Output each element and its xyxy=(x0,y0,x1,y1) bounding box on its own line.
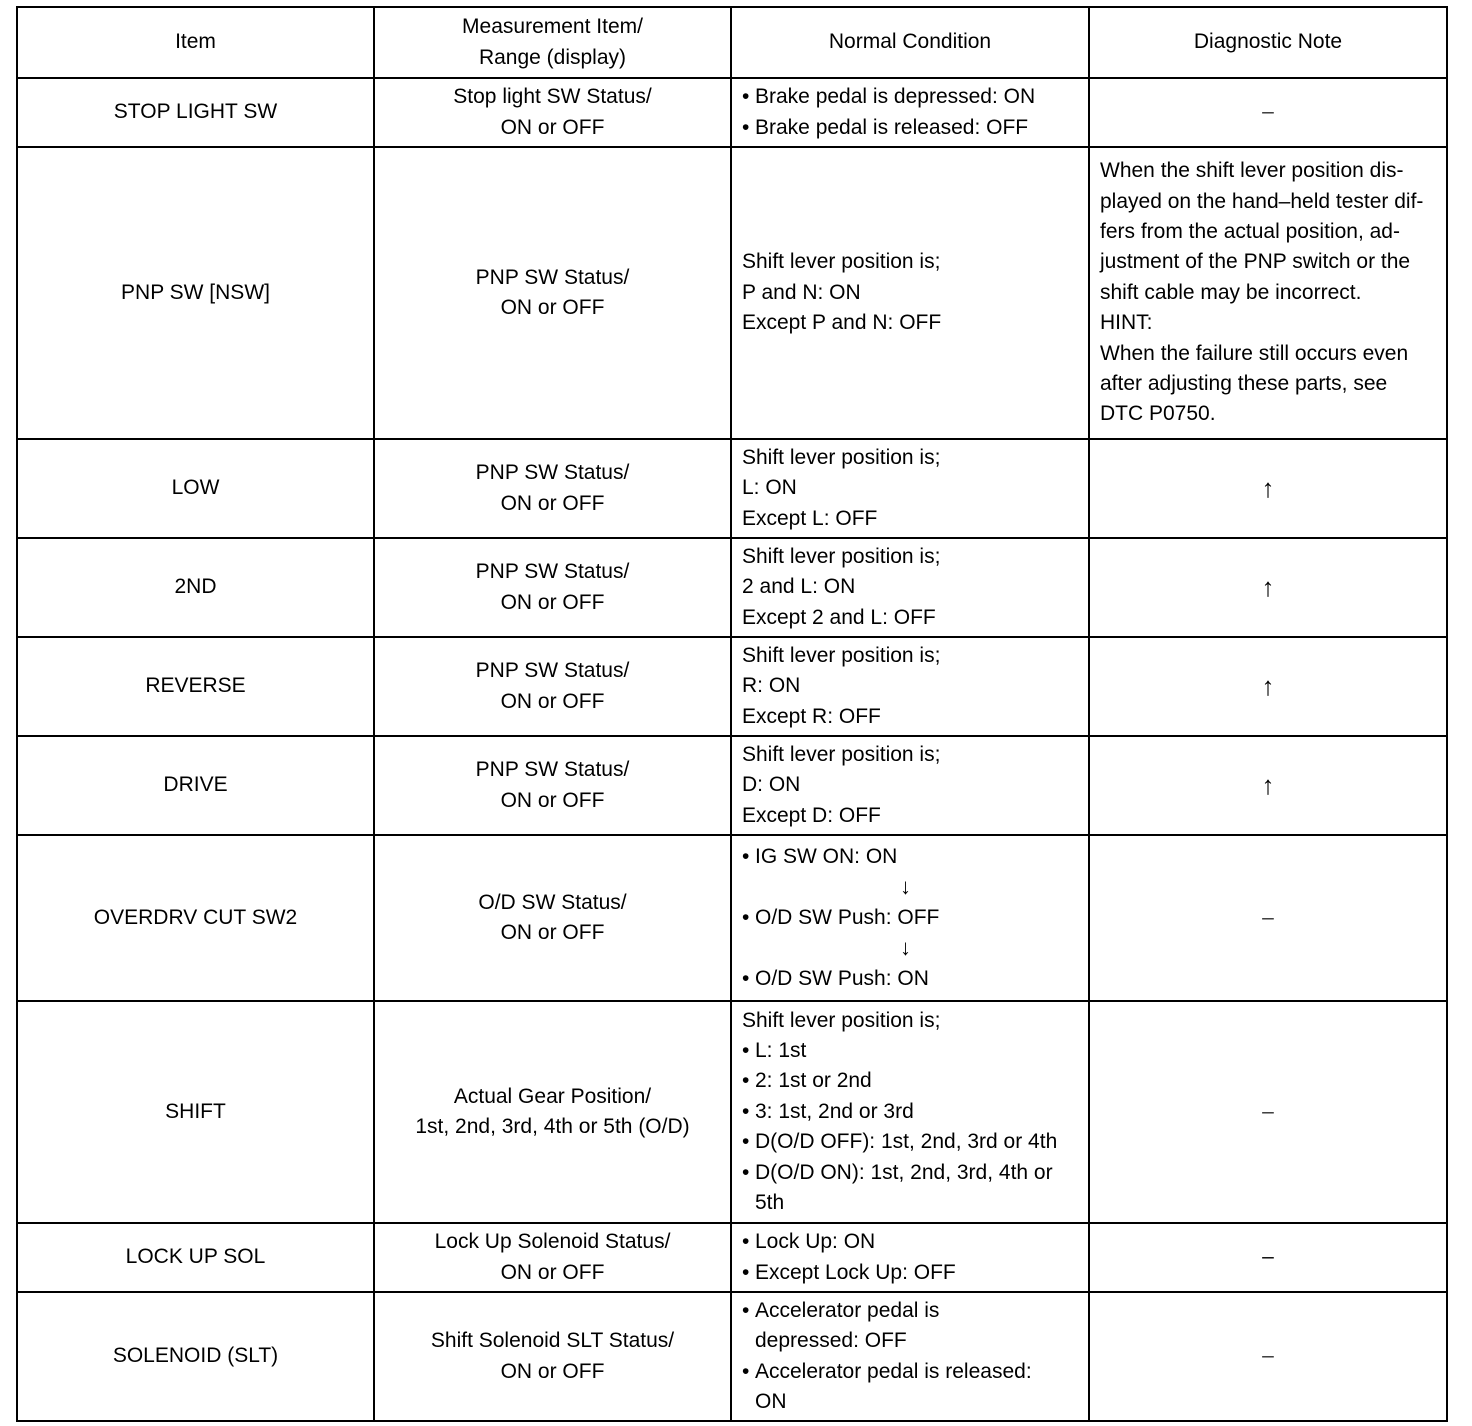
normal-condition-cell xyxy=(731,637,1089,736)
diagnostic-note-cell xyxy=(1089,147,1447,439)
header-measurement-line: Range (display) xyxy=(478,45,627,69)
header-item: Item xyxy=(17,7,374,78)
measurement-line: Stop light SW Status/ xyxy=(453,85,652,109)
condition-bullet: • Brake pedal is released: OFF xyxy=(742,113,1078,143)
note-line: justment of the PNP switch or the xyxy=(1100,250,1411,274)
condition-bullet: • O/D SW Push: OFF xyxy=(742,903,1078,933)
condition-bullet: • L: 1st xyxy=(742,1036,1078,1066)
data-monitor-table xyxy=(16,6,1448,1422)
condition-bullet: • O/D SW Push: ON xyxy=(742,964,1078,994)
condition-line: L: ON xyxy=(742,476,797,500)
item-cell: 2ND xyxy=(17,538,374,637)
diagnostic-note-cell: – xyxy=(1089,1223,1447,1292)
condition-line: R: ON xyxy=(742,674,801,698)
normal-condition-cell xyxy=(731,835,1089,1001)
condition-line: Shift lever position is; xyxy=(742,1008,941,1032)
diagnostic-note-cell: – xyxy=(1089,1001,1447,1223)
condition-bullet: • Except Lock Up: OFF xyxy=(742,1258,1078,1288)
item-cell: SHIFT xyxy=(17,1001,374,1223)
condition-line: D: ON xyxy=(742,773,801,797)
table-row xyxy=(17,147,1447,439)
measurement-cell xyxy=(374,637,731,736)
condition-line: Except R: OFF xyxy=(742,704,881,728)
note-line: HINT: xyxy=(1100,311,1153,335)
table-row xyxy=(17,1001,1447,1223)
condition-line: Except L: OFF xyxy=(742,506,878,530)
condition-bullet: • IG SW ON: ON xyxy=(742,842,1078,872)
condition-bullet: • Accelerator pedal is released: ON xyxy=(742,1357,1048,1418)
condition-line: P and N: ON xyxy=(742,280,861,304)
condition-line: Shift lever position is; xyxy=(742,742,941,766)
down-arrow-icon: ↓ xyxy=(900,935,911,961)
measurement-line: PNP SW Status/ xyxy=(475,659,630,683)
measurement-cell xyxy=(374,835,731,1001)
same-as-above-arrow-icon: ↑ xyxy=(1089,637,1447,736)
table-row xyxy=(17,439,1447,538)
measurement-line: ON or OFF xyxy=(500,491,605,515)
item-cell: OVERDRV CUT SW2 xyxy=(17,835,374,1001)
measurement-line: ON or OFF xyxy=(500,1260,605,1284)
same-as-above-arrow-icon: ↑ xyxy=(1089,736,1447,835)
table-row xyxy=(17,78,1447,147)
normal-condition-cell xyxy=(731,78,1089,147)
note-line: played on the hand–held tester dif- xyxy=(1100,189,1424,213)
header-diagnostic-note: Diagnostic Note xyxy=(1089,7,1447,78)
item-cell: REVERSE xyxy=(17,637,374,736)
item-cell: SOLENOID (SLT) xyxy=(17,1292,374,1421)
item-cell: DRIVE xyxy=(17,736,374,835)
normal-condition-cell xyxy=(731,147,1089,439)
measurement-line: Lock Up Solenoid Status/ xyxy=(434,1230,671,1254)
down-arrow-icon: ↓ xyxy=(900,874,911,900)
condition-bullet: • Accelerator pedal is depressed: OFF xyxy=(742,1296,1048,1357)
measurement-line: ON or OFF xyxy=(500,590,605,614)
condition-bullet: • Lock Up: ON xyxy=(742,1227,1078,1257)
table-row xyxy=(17,637,1447,736)
measurement-line: ON or OFF xyxy=(500,921,605,944)
measurement-line: PNP SW Status/ xyxy=(475,461,630,485)
measurement-cell xyxy=(374,736,731,835)
measurement-line: 1st, 2nd, 3rd, 4th or 5th (O/D) xyxy=(415,1115,690,1138)
measurement-line: PNP SW Status/ xyxy=(475,560,630,584)
note-line: after adjusting these parts, see xyxy=(1100,372,1388,396)
header-measurement-line: Measurement Item/ xyxy=(462,15,643,39)
condition-line: Shift lever position is; xyxy=(742,445,941,469)
table-row xyxy=(17,1223,1447,1292)
measurement-line: PNP SW Status/ xyxy=(475,758,630,782)
table-row xyxy=(17,538,1447,637)
measurement-cell xyxy=(374,78,731,147)
diagnostic-note-cell: – xyxy=(1089,1292,1447,1421)
condition-line: Except 2 and L: OFF xyxy=(742,605,936,629)
measurement-line: ON or OFF xyxy=(500,689,605,713)
condition-line: Shift lever position is; xyxy=(742,643,941,667)
normal-condition-cell xyxy=(731,1223,1089,1292)
item-cell: STOP LIGHT SW xyxy=(17,78,374,147)
header-row xyxy=(17,7,1447,78)
table-row xyxy=(17,1292,1447,1421)
measurement-line: ON or OFF xyxy=(500,788,605,812)
condition-line: Except P and N: OFF xyxy=(742,311,942,335)
condition-bullet: • 3: 1st, 2nd or 3rd xyxy=(742,1097,1078,1127)
measurement-line: ON or OFF xyxy=(500,1359,605,1383)
normal-condition-cell xyxy=(731,538,1089,637)
condition-bullet: • 2: 1st or 2nd xyxy=(742,1066,1078,1096)
normal-condition-cell xyxy=(731,439,1089,538)
same-as-above-arrow-icon: ↑ xyxy=(1089,439,1447,538)
note-line: When the failure still occurs even xyxy=(1100,341,1409,365)
item-cell: LOW xyxy=(17,439,374,538)
header-normal-condition: Normal Condition xyxy=(731,7,1089,78)
condition-bullet: • D(O/D ON): 1st, 2nd, 3rd, 4th or 5th xyxy=(742,1158,1078,1219)
measurement-line: ON or OFF xyxy=(500,115,605,139)
measurement-cell xyxy=(374,1001,731,1223)
note-line: shift cable may be incorrect. xyxy=(1100,280,1362,304)
normal-condition-cell xyxy=(731,1001,1089,1223)
normal-condition-cell xyxy=(731,1292,1089,1421)
note-line: fers from the actual position, ad- xyxy=(1100,219,1400,243)
item-cell: LOCK UP SOL xyxy=(17,1223,374,1292)
measurement-line: O/D SW Status/ xyxy=(478,890,627,914)
note-line: When the shift lever position dis- xyxy=(1100,159,1404,183)
measurement-cell xyxy=(374,1292,731,1421)
measurement-cell xyxy=(374,147,731,439)
header-measurement xyxy=(374,7,731,78)
measurement-cell xyxy=(374,439,731,538)
table-row xyxy=(17,835,1447,1001)
measurement-line: Actual Gear Position/ xyxy=(453,1084,652,1108)
measurement-line: PNP SW Status/ xyxy=(475,265,630,289)
diagnostic-note-cell: – xyxy=(1089,78,1447,147)
condition-line: Shift lever position is; xyxy=(742,544,941,568)
condition-bullet: • D(O/D OFF): 1st, 2nd, 3rd or 4th xyxy=(742,1127,1078,1157)
condition-line: 2 and L: ON xyxy=(742,575,856,599)
normal-condition-cell xyxy=(731,736,1089,835)
condition-bullet: • Brake pedal is depressed: ON xyxy=(742,82,1078,112)
condition-line: Shift lever position is; xyxy=(742,250,941,274)
diagnostic-note-cell: – xyxy=(1089,835,1447,1001)
measurement-cell xyxy=(374,538,731,637)
table-row xyxy=(17,736,1447,835)
condition-line: Except D: OFF xyxy=(742,803,881,827)
note-line: DTC P0750. xyxy=(1100,402,1216,426)
measurement-line: Shift Solenoid SLT Status/ xyxy=(430,1329,675,1353)
same-as-above-arrow-icon: ↑ xyxy=(1089,538,1447,637)
item-cell: PNP SW [NSW] xyxy=(17,147,374,439)
measurement-cell xyxy=(374,1223,731,1292)
measurement-line: ON or OFF xyxy=(500,296,605,319)
